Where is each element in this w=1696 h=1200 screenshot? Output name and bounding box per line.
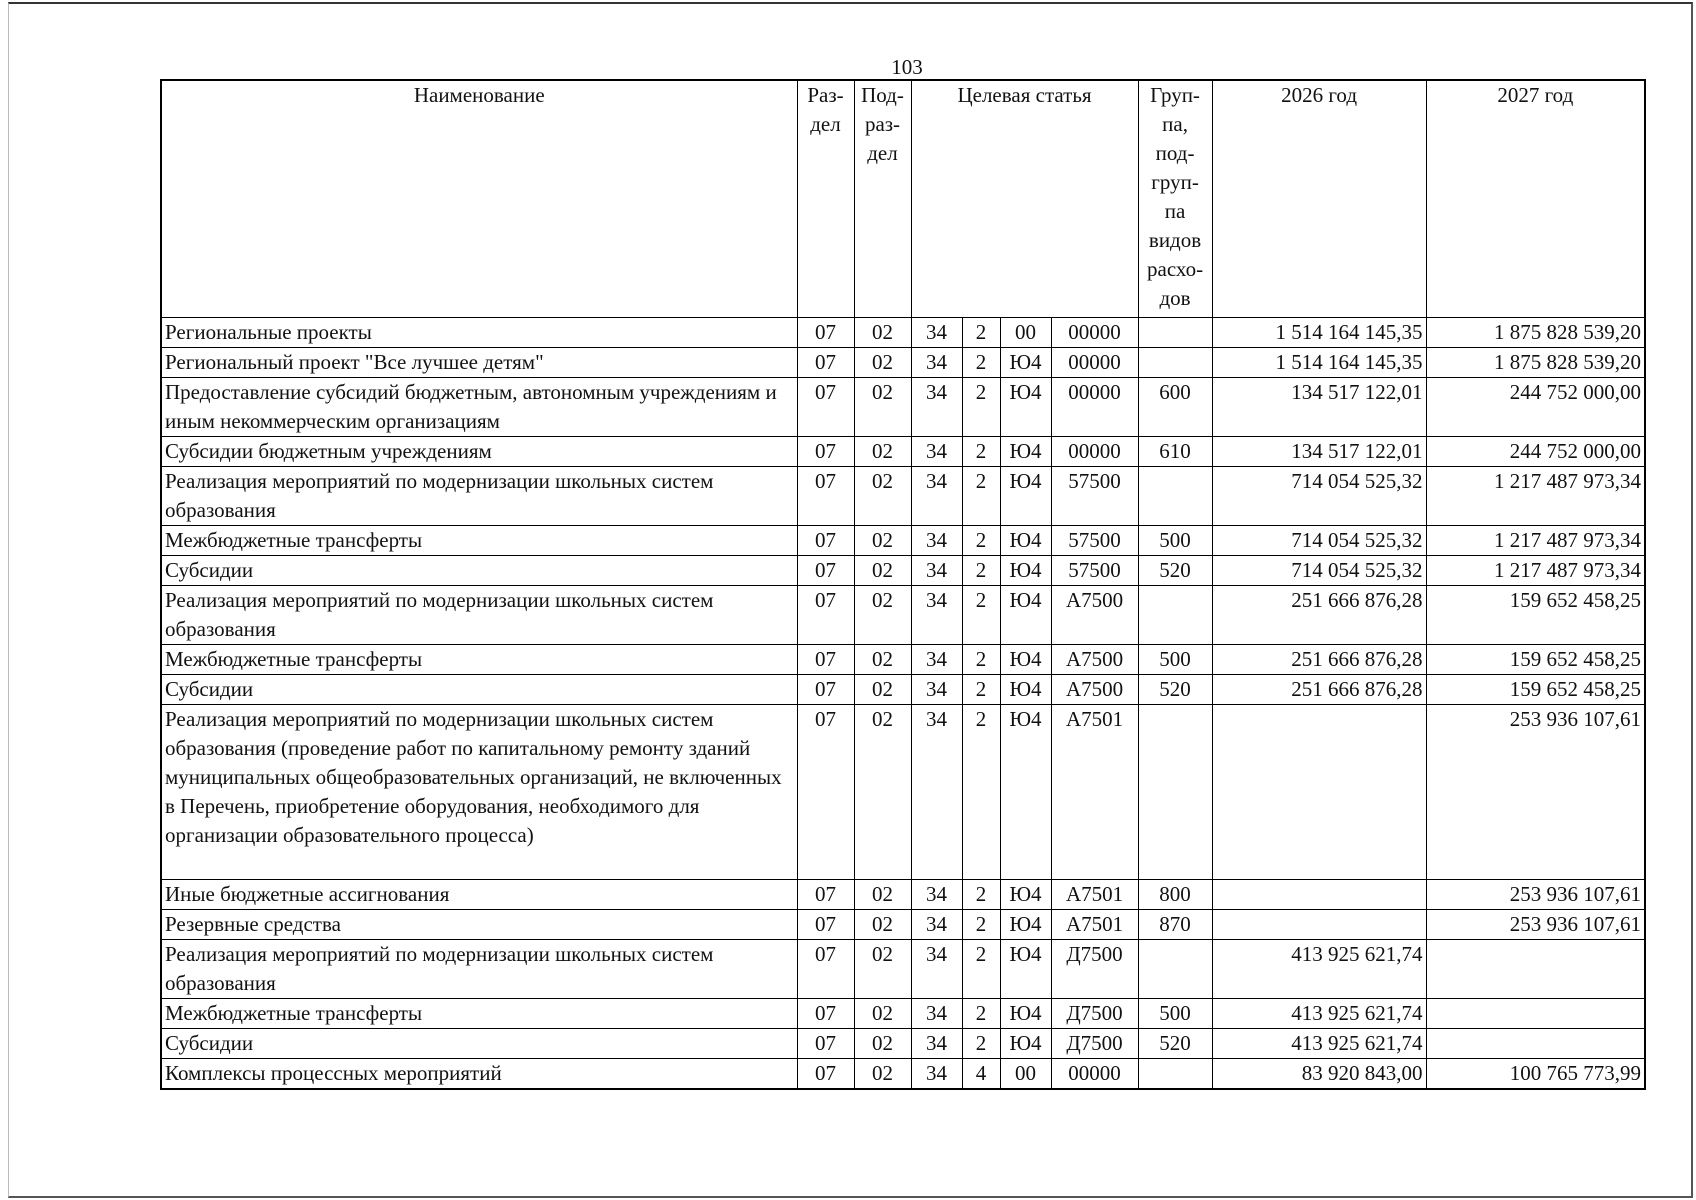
cell-target-type: 2 (962, 467, 1000, 526)
cell-amount-2027: 100 765 773,99 (1426, 1059, 1645, 1090)
cell-name: Иные бюджетные ассигнования (161, 880, 797, 910)
cell-name: Субсидии бюджетным учреждениям (161, 437, 797, 467)
cell-target-program: 34 (911, 880, 962, 910)
cell-target-program: 34 (911, 675, 962, 705)
cell-target-project: Ю4 (1000, 645, 1051, 675)
cell-target-direction: Д7500 (1051, 940, 1138, 999)
cell-target-type: 2 (962, 526, 1000, 556)
cell-target-project: 00 (1000, 318, 1051, 348)
table-row (161, 1029, 1645, 1059)
cell-razdel: 07 (797, 378, 854, 437)
cell-podrazdel: 02 (854, 467, 911, 526)
cell-target-program: 34 (911, 318, 962, 348)
cell-group (1138, 940, 1212, 999)
cell-podrazdel: 02 (854, 437, 911, 467)
cell-amount-2026: 83 920 843,00 (1212, 1059, 1426, 1090)
cell-target-project: Ю4 (1000, 880, 1051, 910)
cell-group (1138, 586, 1212, 645)
table-row (161, 348, 1645, 378)
cell-amount-2026 (1212, 880, 1426, 910)
cell-amount-2026: 413 925 621,74 (1212, 1029, 1426, 1059)
cell-target-program: 34 (911, 1029, 962, 1059)
cell-razdel: 07 (797, 1029, 854, 1059)
cell-name: Предоставление субсидий бюджетным, автономным учреждениям и иным некоммерческим организациям (161, 378, 797, 437)
cell-target-program: 34 (911, 556, 962, 586)
cell-group: 870 (1138, 910, 1212, 940)
cell-podrazdel: 02 (854, 645, 911, 675)
cell-target-direction: 00000 (1051, 348, 1138, 378)
cell-amount-2027: 244 752 000,00 (1426, 437, 1645, 467)
cell-podrazdel: 02 (854, 1059, 911, 1090)
cell-name: Субсидии (161, 675, 797, 705)
cell-target-program: 34 (911, 705, 962, 880)
cell-amount-2027: 1 217 487 973,34 (1426, 526, 1645, 556)
cell-target-program: 34 (911, 940, 962, 999)
cell-target-direction: А7501 (1051, 880, 1138, 910)
cell-group (1138, 1059, 1212, 1090)
cell-target-direction: А7500 (1051, 645, 1138, 675)
cell-target-type: 2 (962, 378, 1000, 437)
cell-target-type: 2 (962, 318, 1000, 348)
cell-amount-2027 (1426, 940, 1645, 999)
cell-target-type: 2 (962, 999, 1000, 1029)
cell-amount-2026: 714 054 525,32 (1212, 467, 1426, 526)
cell-amount-2027: 159 652 458,25 (1426, 645, 1645, 675)
cell-razdel: 07 (797, 705, 854, 880)
cell-amount-2027: 1 875 828 539,20 (1426, 348, 1645, 378)
cell-razdel: 07 (797, 880, 854, 910)
cell-name: Межбюджетные трансферты (161, 526, 797, 556)
cell-razdel: 07 (797, 1059, 854, 1090)
cell-target-type: 4 (962, 1059, 1000, 1090)
table-row (161, 556, 1645, 586)
table-row (161, 645, 1645, 675)
cell-target-type: 2 (962, 675, 1000, 705)
cell-group: 600 (1138, 378, 1212, 437)
cell-razdel: 07 (797, 910, 854, 940)
cell-target-project: Ю4 (1000, 940, 1051, 999)
header-target: Целевая статья (911, 80, 1138, 318)
cell-group: 520 (1138, 1029, 1212, 1059)
cell-group (1138, 348, 1212, 378)
cell-amount-2026: 251 666 876,28 (1212, 675, 1426, 705)
cell-amount-2027 (1426, 999, 1645, 1029)
cell-target-type: 2 (962, 348, 1000, 378)
cell-target-direction: 00000 (1051, 437, 1138, 467)
cell-podrazdel: 02 (854, 348, 911, 378)
cell-podrazdel: 02 (854, 318, 911, 348)
cell-amount-2027: 1 875 828 539,20 (1426, 318, 1645, 348)
budget-table (160, 79, 1646, 1090)
cell-target-project: Ю4 (1000, 705, 1051, 880)
table-row (161, 467, 1645, 526)
cell-group: 520 (1138, 675, 1212, 705)
cell-podrazdel: 02 (854, 880, 911, 910)
cell-razdel: 07 (797, 348, 854, 378)
cell-target-direction: Д7500 (1051, 1029, 1138, 1059)
table-row (161, 675, 1645, 705)
cell-target-type: 2 (962, 705, 1000, 880)
cell-group: 500 (1138, 526, 1212, 556)
cell-target-direction: 00000 (1051, 1059, 1138, 1090)
table-row (161, 705, 1645, 880)
cell-amount-2026: 714 054 525,32 (1212, 556, 1426, 586)
table-row (161, 586, 1645, 645)
header-group: Груп- па, под- груп- па видов расхо- дов (1138, 80, 1212, 318)
header-razdel: Раз- дел (797, 80, 854, 318)
cell-group: 610 (1138, 437, 1212, 467)
cell-amount-2027: 1 217 487 973,34 (1426, 467, 1645, 526)
cell-target-project: Ю4 (1000, 467, 1051, 526)
cell-target-program: 34 (911, 645, 962, 675)
table-row (161, 526, 1645, 556)
cell-target-type: 2 (962, 880, 1000, 910)
cell-name: Субсидии (161, 1029, 797, 1059)
cell-target-program: 34 (911, 348, 962, 378)
cell-amount-2026: 413 925 621,74 (1212, 940, 1426, 999)
table-row (161, 940, 1645, 999)
cell-razdel: 07 (797, 645, 854, 675)
cell-target-program: 34 (911, 526, 962, 556)
cell-name: Реализация мероприятий по модернизации школьных систем образования (161, 940, 797, 999)
cell-target-project: Ю4 (1000, 348, 1051, 378)
cell-name: Реализация мероприятий по модернизации школьных систем образования (161, 467, 797, 526)
cell-target-type: 2 (962, 940, 1000, 999)
cell-target-direction: 00000 (1051, 378, 1138, 437)
cell-target-program: 34 (911, 1059, 962, 1090)
cell-podrazdel: 02 (854, 910, 911, 940)
cell-target-program: 34 (911, 910, 962, 940)
cell-podrazdel: 02 (854, 940, 911, 999)
cell-amount-2027 (1426, 1029, 1645, 1059)
cell-razdel: 07 (797, 318, 854, 348)
header-year-2026: 2026 год (1212, 80, 1426, 318)
cell-name: Резервные средства (161, 910, 797, 940)
cell-name: Реализация мероприятий по модернизации школьных систем образования (161, 586, 797, 645)
cell-target-type: 2 (962, 437, 1000, 467)
cell-target-type: 2 (962, 910, 1000, 940)
cell-target-program: 34 (911, 467, 962, 526)
cell-target-direction: А7501 (1051, 705, 1138, 880)
cell-target-project: 00 (1000, 1059, 1051, 1090)
cell-target-direction: А7501 (1051, 910, 1138, 940)
cell-target-direction: 57500 (1051, 526, 1138, 556)
cell-name: Межбюджетные трансферты (161, 645, 797, 675)
cell-amount-2026: 134 517 122,01 (1212, 378, 1426, 437)
cell-amount-2026: 413 925 621,74 (1212, 999, 1426, 1029)
table-row (161, 910, 1645, 940)
cell-podrazdel: 02 (854, 378, 911, 437)
cell-target-direction: 57500 (1051, 467, 1138, 526)
cell-group: 500 (1138, 999, 1212, 1029)
cell-amount-2026: 1 514 164 145,35 (1212, 348, 1426, 378)
cell-target-direction: 57500 (1051, 556, 1138, 586)
cell-name: Субсидии (161, 556, 797, 586)
cell-target-program: 34 (911, 437, 962, 467)
cell-name: Комплексы процессных мероприятий (161, 1059, 797, 1090)
cell-amount-2027: 1 217 487 973,34 (1426, 556, 1645, 586)
cell-amount-2026: 714 054 525,32 (1212, 526, 1426, 556)
table-body (161, 318, 1645, 1090)
table-row (161, 378, 1645, 437)
cell-podrazdel: 02 (854, 586, 911, 645)
cell-group: 500 (1138, 645, 1212, 675)
cell-podrazdel: 02 (854, 1029, 911, 1059)
cell-target-project: Ю4 (1000, 1029, 1051, 1059)
cell-target-type: 2 (962, 556, 1000, 586)
cell-target-direction: Д7500 (1051, 999, 1138, 1029)
cell-podrazdel: 02 (854, 556, 911, 586)
cell-target-project: Ю4 (1000, 378, 1051, 437)
cell-podrazdel: 02 (854, 999, 911, 1029)
cell-podrazdel: 02 (854, 705, 911, 880)
cell-razdel: 07 (797, 437, 854, 467)
header-year-2027: 2027 год (1426, 80, 1645, 318)
page-number: 103 (891, 55, 923, 79)
cell-group (1138, 467, 1212, 526)
cell-group: 800 (1138, 880, 1212, 910)
table-row (161, 318, 1645, 348)
cell-razdel: 07 (797, 675, 854, 705)
cell-razdel: 07 (797, 586, 854, 645)
cell-razdel: 07 (797, 556, 854, 586)
cell-amount-2026 (1212, 705, 1426, 880)
cell-group: 520 (1138, 556, 1212, 586)
header-name: Наименование (161, 80, 797, 318)
cell-podrazdel: 02 (854, 675, 911, 705)
cell-razdel: 07 (797, 526, 854, 556)
table-row (161, 999, 1645, 1029)
cell-target-direction: А7500 (1051, 675, 1138, 705)
cell-podrazdel: 02 (854, 526, 911, 556)
cell-name: Межбюджетные трансферты (161, 999, 797, 1029)
cell-target-project: Ю4 (1000, 675, 1051, 705)
cell-name: Региональные проекты (161, 318, 797, 348)
cell-target-type: 2 (962, 586, 1000, 645)
cell-target-project: Ю4 (1000, 437, 1051, 467)
cell-target-type: 2 (962, 1029, 1000, 1059)
cell-name: Региональный проект "Все лучшее детям" (161, 348, 797, 378)
cell-target-project: Ю4 (1000, 526, 1051, 556)
table-row (161, 880, 1645, 910)
cell-amount-2027: 159 652 458,25 (1426, 675, 1645, 705)
cell-razdel: 07 (797, 467, 854, 526)
cell-target-project: Ю4 (1000, 910, 1051, 940)
cell-target-project: Ю4 (1000, 586, 1051, 645)
cell-amount-2026: 251 666 876,28 (1212, 586, 1426, 645)
cell-amount-2026: 134 517 122,01 (1212, 437, 1426, 467)
cell-target-project: Ю4 (1000, 999, 1051, 1029)
cell-target-project: Ю4 (1000, 556, 1051, 586)
cell-amount-2027: 159 652 458,25 (1426, 586, 1645, 645)
cell-target-program: 34 (911, 999, 962, 1029)
header-podrazdel: Под- раз- дел (854, 80, 911, 318)
cell-group (1138, 318, 1212, 348)
cell-amount-2027: 244 752 000,00 (1426, 378, 1645, 437)
cell-target-program: 34 (911, 586, 962, 645)
cell-razdel: 07 (797, 940, 854, 999)
table-row (161, 1059, 1645, 1090)
cell-name: Реализация мероприятий по модернизации школьных систем образования (проведение работ по капитальному ремонту зданий муниципальных общеобразовательных организаций, не включенных в Перечень, приобретение оборудования, необходимого для организации образовательного процесса) (161, 705, 797, 880)
cell-target-direction: 00000 (1051, 318, 1138, 348)
cell-amount-2026: 1 514 164 145,35 (1212, 318, 1426, 348)
cell-target-direction: А7500 (1051, 586, 1138, 645)
cell-amount-2027: 253 936 107,61 (1426, 910, 1645, 940)
table-row (161, 437, 1645, 467)
cell-group (1138, 705, 1212, 880)
cell-amount-2026: 251 666 876,28 (1212, 645, 1426, 675)
cell-amount-2026 (1212, 910, 1426, 940)
cell-amount-2027: 253 936 107,61 (1426, 880, 1645, 910)
cell-amount-2027: 253 936 107,61 (1426, 705, 1645, 880)
cell-razdel: 07 (797, 999, 854, 1029)
cell-target-program: 34 (911, 378, 962, 437)
cell-target-type: 2 (962, 645, 1000, 675)
table-header-row (161, 80, 1645, 318)
